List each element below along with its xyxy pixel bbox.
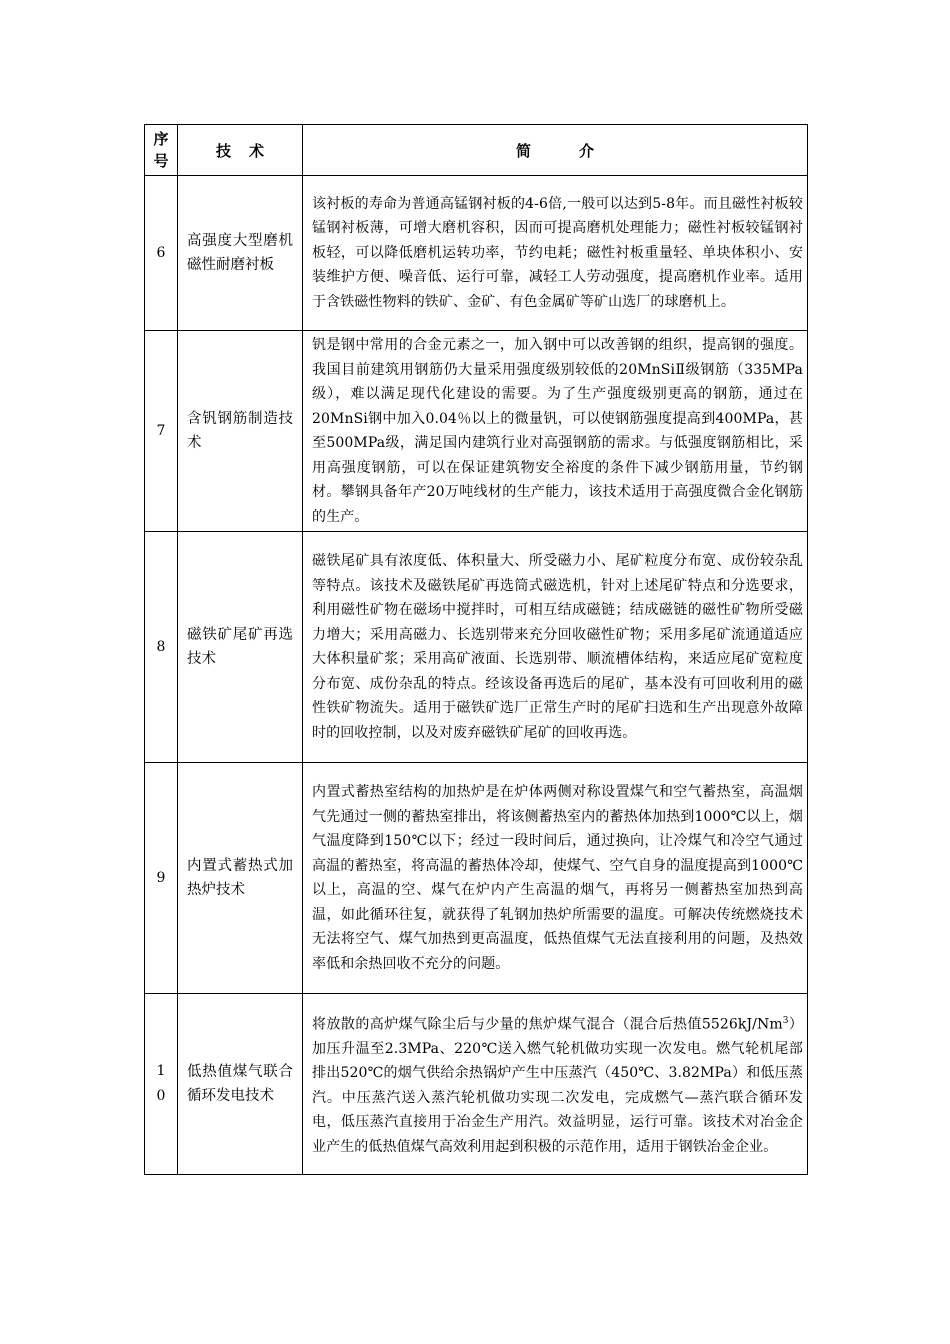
row-num bbox=[145, 994, 178, 1175]
row-num: 7 bbox=[145, 331, 178, 532]
row-tech: 含钒钢筋制造技术 bbox=[178, 331, 303, 532]
row-tech: 内置式蓄热式加热炉技术 bbox=[178, 763, 303, 994]
row-num: 6 bbox=[145, 176, 178, 331]
row-num: 8 bbox=[145, 532, 178, 763]
table-row bbox=[145, 331, 808, 532]
row-tech: 低热值煤气联合循环发电技术 bbox=[178, 994, 303, 1175]
table-row bbox=[145, 176, 808, 331]
table-header-row bbox=[145, 125, 808, 176]
row-tech: 磁铁矿尾矿再选技术 bbox=[178, 532, 303, 763]
superscript: 3 bbox=[782, 1015, 789, 1026]
row-num: 9 bbox=[145, 763, 178, 994]
table-row bbox=[145, 994, 808, 1175]
technology-table bbox=[144, 124, 808, 1175]
header-num: 序 号 bbox=[145, 125, 178, 176]
row-desc: 内置式蓄热室结构的加热炉是在炉体两侧对称设置煤气和空气蓄热室，高温烟气先通过一侧的蓄热室排出，将该侧蓄热室内的蓄热体加热到1000℃以上，烟气温度降到150℃以下；经过一段时间后，通过换向，让冷煤气和冷空气通过高温的蓄热室，将高温的蓄热体冷却，使煤气、空气自身的温度提高到1000℃以上，高温的空、煤气在炉内产生高温的烟气，再将另一侧蓄热室加热到高温，如此循环往复，就获得了轧钢加热炉所需要的温度。可解决传统燃烧技术无法将空气、煤气加热到更高温度，低热值煤气无法直接利用的问题，及热效率低和余热回收不充分的问题。 bbox=[303, 763, 808, 994]
header-desc: 简介 bbox=[303, 125, 808, 176]
row-desc: 钒是钢中常用的合金元素之一，加入钢中可以改善钢的组织，提高钢的强度。我国目前建筑用钢筋仍大量采用强度级别较低的20MnSiⅡ级钢筋（335MPa级），难以满足现代化建设的需要。为了生产强度级别更高的钢筋，通过在20MnSi钢中加入0.04％以上的微量钒，可以使钢筋强度提高到400MPa，甚至500MPa级，满足国内建筑行业对高强钢筋的需求。与低强度钢筋相比，采用高强度钢筋，可以在保证建筑物安全裕度的条件下减少钢筋用量，节约钢材。攀钢具备年产20万吨线材的生产能力，该技术适用于高强度微合金化钢筋的生产。 bbox=[303, 331, 808, 532]
row-desc-part-b: ）加压升温至2.3MPa、220℃送入燃气轮机做功实现一次发电。燃气轮机尾部排出520℃的烟气供给余热锅炉产生中压蒸汽（450℃、3.82MPa）和低压蒸汽。中压蒸汽送入蒸汽轮机做功实现二次发电，完成燃气—蒸汽联合循环发电，低压蒸汽直接用于冶金生产用汽。效益明显，运行可靠。该技术对冶金企业产生的低热值煤气高效利用起到积极的示范作用，适用于钢铁冶金企业。 bbox=[312, 1016, 803, 1155]
table-row bbox=[145, 763, 808, 994]
row-num-text: 10 bbox=[156, 1063, 166, 1104]
row-tech: 高强度大型磨机磁性耐磨衬板 bbox=[178, 176, 303, 331]
row-desc: 磁铁尾矿具有浓度低、体积量大、所受磁力小、尾矿粒度分布宽、成份较杂乱等特点。该技术及磁铁尾矿再选筒式磁选机，针对上述尾矿特点和分选要求，利用磁性矿物在磁场中搅拌时，可相互结成磁链；结成磁链的磁性矿物所受磁力增大；采用高磁力、长选别带来充分回收磁性矿物；采用多尾矿流通道适应大体积量矿浆；采用高矿液面、长选别带、顺流槽体结构，来适应尾矿宽粒度分布宽、成份杂乱的特点。经该设备再选后的尾矿，基本没有可回收利用的磁性铁矿物流失。适用于磁铁矿选厂正常生产时的尾矿扫选和生产出现意外故障时的回收控制，以及对废弃磁铁矿尾矿的回收再选。 bbox=[303, 532, 808, 763]
row-desc bbox=[303, 994, 808, 1175]
row-desc-part-a: 将放散的高炉煤气除尘后与少量的焦炉煤气混合（混合后热值5526kJ/Nm bbox=[312, 1016, 783, 1033]
table-row bbox=[145, 532, 808, 763]
header-tech: 技术 bbox=[178, 125, 303, 176]
row-desc: 该衬板的寿命为普通高锰钢衬板的4-6倍,一般可以达到5-8年。而且磁性衬板较锰钢衬板薄，可增大磨机容积，因而可提高磨机处理能力；磁性衬板较锰钢衬板轻，可以降低磨机运转功率，节约电耗；磁性衬板重量轻、单块体积小、安装维护方便、噪音低、运行可靠，减轻工人劳动强度，提高磨机作业率。适用于含铁磁性物料的铁矿、金矿、有色金属矿等矿山选厂的球磨机上。 bbox=[303, 176, 808, 331]
